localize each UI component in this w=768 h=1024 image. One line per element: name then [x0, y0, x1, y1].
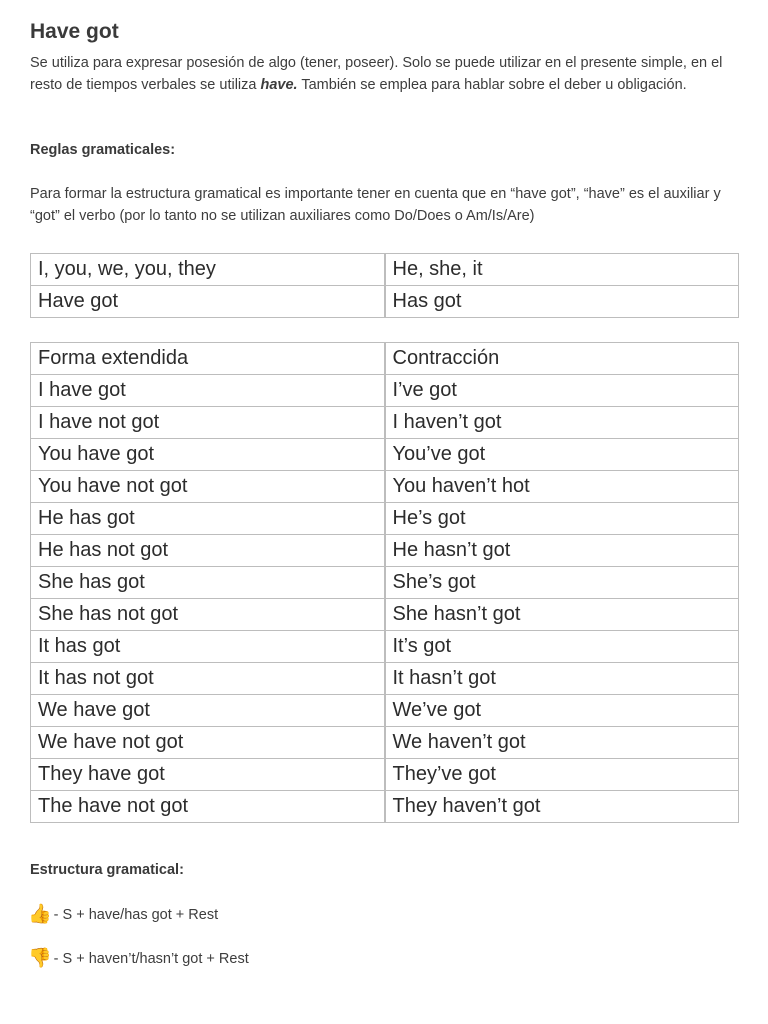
- table-cell: He, she, it: [385, 254, 739, 286]
- table-cell: Have got: [31, 286, 385, 318]
- negative-structure: [28, 949, 249, 968]
- table-cell: We’ve got: [385, 695, 739, 727]
- subjects-table: [30, 253, 739, 318]
- table-row: [31, 254, 739, 286]
- table-cell: She hasn’t got: [385, 599, 739, 631]
- thumbs-down-icon: 👎: [28, 948, 52, 969]
- table-cell: You have got: [31, 439, 385, 471]
- forms-table-body: [31, 343, 739, 823]
- table-cell: She’s got: [385, 567, 739, 599]
- table-cell: You haven’t hot: [385, 471, 739, 503]
- table-cell: It’s got: [385, 631, 739, 663]
- table-row: [31, 695, 739, 727]
- table-row: [31, 663, 739, 695]
- table-cell: He has not got: [31, 535, 385, 567]
- page-title: Have got: [30, 20, 119, 43]
- table-cell: It has not got: [31, 663, 385, 695]
- table-cell: I have not got: [31, 407, 385, 439]
- table-row: [31, 503, 739, 535]
- table-cell: I have got: [31, 375, 385, 407]
- table-row: [31, 286, 739, 318]
- table-row: [31, 599, 739, 631]
- positive-structure-text: - S + have/has got + Rest: [53, 906, 219, 923]
- table-cell: It hasn’t got: [385, 663, 739, 695]
- table-cell: He hasn’t got: [385, 535, 739, 567]
- positive-structure: [28, 905, 218, 924]
- table-row: [31, 727, 739, 759]
- table-cell: Has got: [385, 286, 739, 318]
- table-row: [31, 759, 739, 791]
- table-cell: They’ve got: [385, 759, 739, 791]
- table-cell: He’s got: [385, 503, 739, 535]
- rules-paragraph: Para formar la estructura gramatical es importante tener en cuenta que en “have got”, “have” es el auxiliar y “got” el verbo (por lo tanto no se utilizan auxiliares como Do/Does o Am/Is/Are): [30, 186, 721, 224]
- table-cell: She has got: [31, 567, 385, 599]
- table-cell: The have not got: [31, 791, 385, 823]
- table-cell: Contracción: [385, 343, 739, 375]
- table-cell: I’ve got: [385, 375, 739, 407]
- table-row: [31, 535, 739, 567]
- intro-text-2: También se emplea para hablar sobre el deber u obligación.: [297, 77, 687, 93]
- table-cell: We have got: [31, 695, 385, 727]
- table-row: [31, 471, 739, 503]
- table-cell: You have not got: [31, 471, 385, 503]
- table-cell: They haven’t got: [385, 791, 739, 823]
- structure-heading: Estructura gramatical:: [30, 862, 184, 878]
- table-row: [31, 407, 739, 439]
- intro-emphasis: have.: [260, 77, 298, 93]
- table-cell: It has got: [31, 631, 385, 663]
- table-cell: I haven’t got: [385, 407, 739, 439]
- table-cell: We have not got: [31, 727, 385, 759]
- table-row: [31, 631, 739, 663]
- table-cell: I, you, we, you, they: [31, 254, 385, 286]
- table-cell: We haven’t got: [385, 727, 739, 759]
- table-cell: He has got: [31, 503, 385, 535]
- table-cell: They have got: [31, 759, 385, 791]
- intro-paragraph: [30, 52, 742, 96]
- thumbs-up-icon: 👍: [28, 904, 52, 925]
- intro-text-1: Se utiliza para expresar posesión de algo (tener, poseer). Solo se puede utilizar en el presente simple, en el resto de tiempos verbales se utiliza: [30, 55, 723, 93]
- subjects-table-body: [31, 254, 739, 318]
- table-cell: You’ve got: [385, 439, 739, 471]
- table-row: [31, 567, 739, 599]
- table-cell: She has not got: [31, 599, 385, 631]
- table-row: [31, 791, 739, 823]
- table-row: [31, 439, 739, 471]
- rules-heading: Reglas gramaticales:: [30, 142, 176, 158]
- table-row: [31, 343, 739, 375]
- negative-structure-text: - S + haven’t/hasn’t got + Rest: [53, 950, 249, 967]
- table-cell: Forma extendida: [31, 343, 385, 375]
- forms-table: [30, 342, 739, 823]
- table-row: [31, 375, 739, 407]
